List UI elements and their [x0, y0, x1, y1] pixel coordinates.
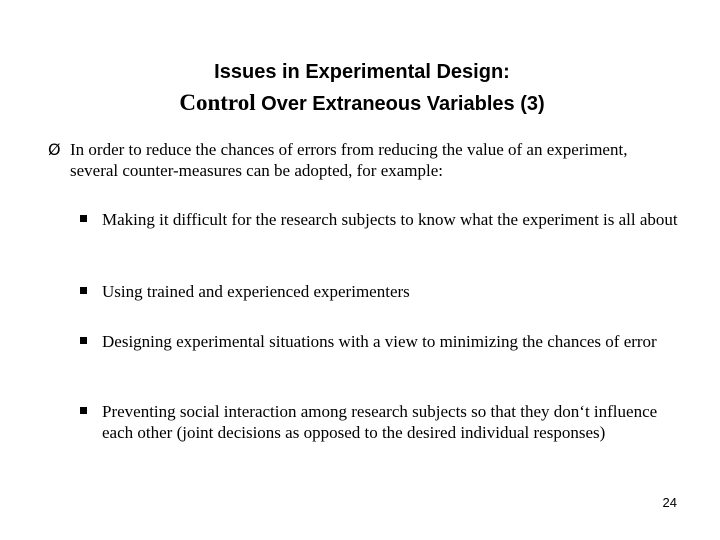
square-bullet-icon: [80, 407, 87, 414]
slide-title-line-2: [2, 89, 720, 118]
page-number: 24: [662, 495, 677, 510]
slide-title-control-word: Control: [179, 90, 256, 115]
sub-bullet-text: Using trained and experienced experimenters: [102, 282, 410, 301]
sub-bullet-text: Preventing social interaction among research subjects so that they don‘t influence each other (joint decisions as opposed to the desired individual responses): [102, 402, 658, 442]
sub-bullet-1: [80, 209, 680, 230]
sub-bullet-3: [80, 331, 680, 352]
main-bullet: [48, 139, 668, 181]
sub-bullet-text: Making it difficult for the research subjects to know what the experiment is all about: [102, 210, 678, 229]
sub-bullet-text: Designing experimental situations with a view to minimizing the chances of error: [102, 332, 657, 351]
slide-title-rest: Over Extraneous Variables (3): [255, 93, 545, 115]
arrow-bullet-icon: Ø: [48, 140, 61, 159]
sub-bullet-4: [80, 401, 680, 443]
square-bullet-icon: [80, 337, 87, 344]
slide-title-line-1: Issues in Experimental Design:: [214, 61, 510, 83]
square-bullet-icon: [80, 287, 87, 294]
square-bullet-icon: [80, 215, 87, 222]
sub-bullet-2: [80, 281, 680, 302]
main-bullet-text: In order to reduce the chances of errors from reducing the value of an experiment, several counter-measures can be adopted, for example:: [70, 140, 628, 180]
